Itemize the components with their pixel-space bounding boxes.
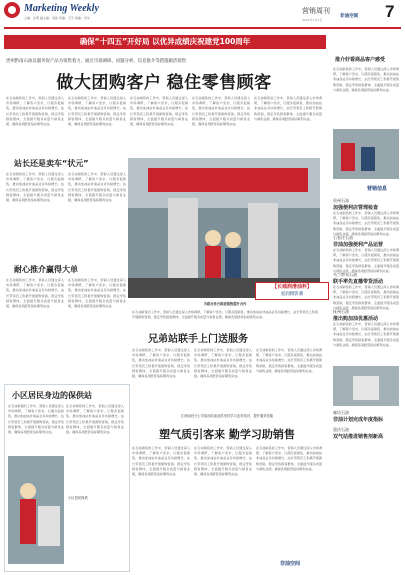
right-item-5-org: 廊坊石油 bbox=[333, 410, 349, 415]
main-photo-desc: 在石油销售的工作中，营销人员通过深入市场调研，了解客户需求，以服务促销售，推动加油站非油品业务持续增长。站长带领员工积极开展团购营销，稳定零售顾客群体，全面提升服务质量与销售业绩，确保各项经营指标顺利完成。 bbox=[132, 310, 318, 320]
lead-body-col-3: 在石油销售的工作中，营销人员通过深入市场调研，了解客户需求，以服务促销售，推动加油站非油品业务持续增长。站长带领员工积极开展团购营销，稳定零售顾客群体，全面提升服务质量与销售业绩，确保各项经营指标顺利完成。 bbox=[130, 96, 188, 127]
right-item-4-body: 在石油销售的工作中，营销人员通过深入市场调研，了解客户需求，以服务促销售，推动加油站非油品业务持续增长。站长带领员工积极开展团购营销，稳定零售顾客群体，全面提升服务质量与销售业绩，确保各项经营指标顺利完成。 bbox=[333, 322, 399, 347]
right-top-heading: 推介好看商品客户感受 bbox=[335, 57, 386, 63]
seller-body-2: 在石油销售的工作中，营销人员通过深入市场调研，了解客户需求，以服务促销售，推动加油站非油品业务持续增长。站长带领员工积极开展团购营销，稳定零售顾客群体，全面提升服务质量与销售业绩，确保各项经营指标顺利完成。 bbox=[68, 172, 126, 203]
masthead-divider bbox=[4, 27, 401, 29]
lead-body-col-1: 在石油销售的工作中，营销人员通过深入市场调研，了解客户需求，以服务促销售，推动加油站非油品业务持续增长。站长带领员工积极开展团购营销，稳定零售顾客群体，全面提升服务质量与销售业绩，确保各项经营指标顺利完成。 bbox=[6, 96, 64, 127]
community-photo-illustration bbox=[8, 456, 64, 564]
quality-body-3: 在石油销售的工作中，营销人员通过深入市场调研，了解客户需求，以服务促销售，推动加油站非油品业务持续增长。站长带领员工积极开展团购营销，稳定零售顾客群体，全面提升服务质量与销售业绩，确保各项经营指标顺利完成。 bbox=[256, 446, 322, 471]
lubricant-cup-title: 【长城润滑油杯】 bbox=[271, 284, 312, 290]
right-item-4-title: 推出购加油优惠活动 bbox=[333, 316, 379, 322]
celebration-banner: 确保“十四五”开好局 以优异成绩庆祝建党100周年 bbox=[4, 35, 326, 49]
right-column bbox=[331, 30, 401, 572]
lubricant-cup-sub: 爱润摄影赛 bbox=[280, 292, 304, 297]
patient-body-1: 在石油销售的工作中，营销人员通过深入市场调研，了解客户需求，以服务促销售，推动加油站非油品业务持续增长。站长带领员工积极开展团购营销，稳定零售顾客群体，全面提升服务质量与销售业绩，确保各项经营指标顺利完成。 bbox=[6, 278, 64, 309]
right-item-6-org: 重庆石油 bbox=[333, 427, 349, 432]
right-item-2-body: 在石油销售的工作中，营销人员通过深入市场调研，了解客户需求，以服务促销售，推动加油站非油品业务持续增长。站长带领员工积极开展团购营销，稳定零售顾客群体，全面提升服务质量与销售业绩，确保各项经营指标顺利完成。 bbox=[333, 248, 399, 273]
masthead-meta: 主编：张明 副主编：刘伟 责编：王芳 美编：李华 bbox=[24, 16, 90, 20]
community-photo bbox=[8, 456, 64, 564]
article-heading-brothers: 兄弟站联手上门送服务 bbox=[148, 334, 248, 345]
article-heading-patient: 耐心推介赢得大单 bbox=[14, 265, 78, 274]
right-item-6 bbox=[333, 427, 401, 440]
right-item-2-org: 石家庄石油 bbox=[333, 235, 353, 240]
publication-title: Marketing Weekly bbox=[24, 3, 99, 14]
right-item-2-title: 非油加强便利产品运营 bbox=[333, 242, 384, 248]
lead-body-col-2: 在石油销售的工作中，营销人员通过深入市场调研，了解客户需求，以服务促销售，推动加油站非油品业务持续增长。站长带领员工积极开展团购营销，稳定零售顾客群体，全面提升服务质量与销售业绩，确保各项经营指标顺利完成。 bbox=[68, 96, 126, 127]
right-item-4-org: 抚州石油 bbox=[333, 309, 349, 314]
right-mid-tag: 营销信息 bbox=[367, 186, 388, 192]
page-number: 7 bbox=[385, 2, 395, 21]
lubricant-cup-logo bbox=[255, 282, 329, 300]
brothers-body-1: 在石油销售的工作中，营销人员通过深入市场调研，了解客户需求，以服务促销售，推动加油站非油品业务持续增长。站长带领员工积极开展团购营销，稳定零售顾客群体，全面提升服务质量与销售业绩，确保各项经营指标顺利完成。 bbox=[132, 348, 190, 379]
publication-logo bbox=[4, 2, 20, 18]
community-caption: 小区居民保供 bbox=[68, 496, 88, 500]
right-item-1-org: 贵州石油 bbox=[333, 198, 349, 203]
brothers-body-2: 在石油销售的工作中，营销人员通过深入市场调研，了解客户需求，以服务促销售，推动加油站非油品业务持续增长。站长带领员工积极开展团购营销，稳定零售顾客群体，全面提升服务质量与销售业绩，确保各项经营指标顺利完成。 bbox=[194, 348, 252, 379]
patient-body-2: 在石油销售的工作中，营销人员通过深入市场调研，了解客户需求，以服务促销售，推动加油站非油品业务持续增长。站长带领员工积极开展团购营销，稳定零售顾客群体，全面提升服务质量与销售业绩，确保各项经营指标顺利完成。 bbox=[68, 278, 126, 309]
right-item-1 bbox=[333, 198, 401, 236]
community-body-1: 在石油销售的工作中，营销人员通过深入市场调研，了解客户需求，以服务促销售，推动加油站非油品业务持续增长。站长带领员工积极开展团购营销，稳定零售顾客群体，全面提升服务质量与销售业绩，确保各项经营指标顺利完成。 bbox=[8, 404, 64, 435]
quality-body-2: 在石油销售的工作中，营销人员通过深入市场调研，了解客户需求，以服务促销售，推动加油站非油品业务持续增长。站长带领员工积极开展团购营销，稳定零售顾客群体，全面提升服务质量与销售业绩，确保各项经营指标顺利完成。 bbox=[194, 446, 252, 477]
gas-station-photo-illustration bbox=[128, 158, 320, 298]
section-subname: 非油空间 bbox=[340, 14, 359, 19]
quality-body-1: 在石油销售的工作中，营销人员通过深入市场调研，了解客户需求，以服务促销售，推动加油站非油品业务持续增长。站长带领员工积极开展团购营销，稳定零售顾客群体，全面提升服务质量与销售业绩，确保各项经营指标顺利完成。 bbox=[132, 446, 190, 477]
right-item-3-org: 乌兰察布石油 bbox=[333, 272, 357, 277]
right-item-3-title: 联手率先直播带货活动 bbox=[333, 279, 384, 285]
lead-headline: 做大团购客户 稳住零售顾客 bbox=[56, 73, 272, 92]
right-item-5-title: 非油计划完成年度指标 bbox=[333, 417, 384, 423]
lead-body-col-4: 在石油销售的工作中，营销人员通过深入市场调研，了解客户需求，以服务促销售，推动加油站非油品业务持续增长。站长带领员工积极开展团购营销，稳定零售顾客群体，全面提升服务质量与销售业绩，确保各项经营指标顺利完成。 bbox=[192, 96, 250, 127]
quality-pre-headline: 江西南昌分公司加油站加油员坚持学习业务知识，提升服务技能 bbox=[180, 414, 274, 418]
lead-body-col-5: 在石油销售的工作中，营销人员通过深入市场调研，了解客户需求，以服务促销售，推动加油站非油品业务持续增长。站长带领员工积极开展团购营销，稳定零售顾客群体，全面提升服务质量与销售业绩，确保各项经营指标顺利完成。 bbox=[254, 96, 322, 121]
bottom-section-logo: 非油空间 bbox=[280, 561, 301, 567]
section-name: 营销周刊 bbox=[302, 7, 330, 15]
lead-pre-headline: 贵州黔南石油以服务促产品为销售着力，通过市场调研、问题分析，信息推介等措施做活销售 bbox=[6, 59, 187, 64]
right-item-6-title: 双气站推进销售剂新高 bbox=[333, 434, 384, 440]
right-item-5 bbox=[333, 410, 401, 423]
article-heading-community: 小区居民身边的保供站 bbox=[12, 391, 92, 400]
main-photo bbox=[128, 158, 320, 298]
right-top-photo bbox=[333, 129, 399, 179]
community-body-2: 在石油销售的工作中，营销人员通过深入市场调研，了解客户需求，以服务促销售，推动加油站非油品业务持续增长。站长带领员工积极开展团购营销，稳定零售顾客群体，全面提升服务质量与销售业绩，确保各项经营指标顺利完成。 bbox=[66, 404, 124, 435]
right-item-3 bbox=[333, 272, 401, 310]
main-photo-caption: 为联合各方推进销售提升合作 bbox=[203, 302, 247, 306]
issue-date: 2021年7月1日 bbox=[302, 18, 323, 22]
right-item-2 bbox=[333, 235, 401, 273]
quality-headline: 塑气质引客来 勤学习助销售 bbox=[159, 428, 295, 441]
right-item-4 bbox=[333, 309, 401, 362]
brothers-body-3: 在石油销售的工作中，营销人员通过深入市场调研，了解客户需求，以服务促销售，推动加油站非油品业务持续增长。站长带领员工积极开展团购营销，稳定零售顾客群体，全面提升服务质量与销售业绩，确保各项经营指标顺利完成。 bbox=[256, 348, 322, 373]
right-top-photo-illustration bbox=[333, 129, 399, 179]
right-bottom-photo bbox=[333, 366, 399, 406]
right-item-1-title: 加强便利店管理检查 bbox=[333, 205, 379, 211]
right-bottom-photo-illustration bbox=[333, 366, 399, 406]
article-heading-seller: 站长还是卖车“状元” bbox=[14, 159, 89, 168]
right-top-body: 在石油销售的工作中，营销人员通过深入市场调研，了解客户需求，以服务促销售，推动加油站非油品业务持续增长。站长带领员工积极开展团购营销，稳定零售顾客群体，全面提升服务质量与销售业绩，确保各项经营指标顺利完成。 bbox=[333, 67, 399, 92]
seller-body-1: 在石油销售的工作中，营销人员通过深入市场调研，了解客户需求，以服务促销售，推动加油站非油品业务持续增长。站长带领员工积极开展团购营销，稳定零售顾客群体，全面提升服务质量与销售业绩，确保各项经营指标顺利完成。 bbox=[6, 172, 64, 203]
right-item-1-body: 在石油销售的工作中，营销人员通过深入市场调研，了解客户需求，以服务促销售，推动加油站非油品业务持续增长。站长带领员工积极开展团购营销，稳定零售顾客群体，全面提升服务质量与销售业绩，确保各项经营指标顺利完成。 bbox=[333, 211, 399, 236]
right-item-3-body: 在石油销售的工作中，营销人员通过深入市场调研，了解客户需求，以服务促销售，推动加油站非油品业务持续增长。站长带领员工积极开展团购营销，稳定零售顾客群体，全面提升服务质量与销售业绩，确保各项经营指标顺利完成。 bbox=[333, 285, 399, 310]
